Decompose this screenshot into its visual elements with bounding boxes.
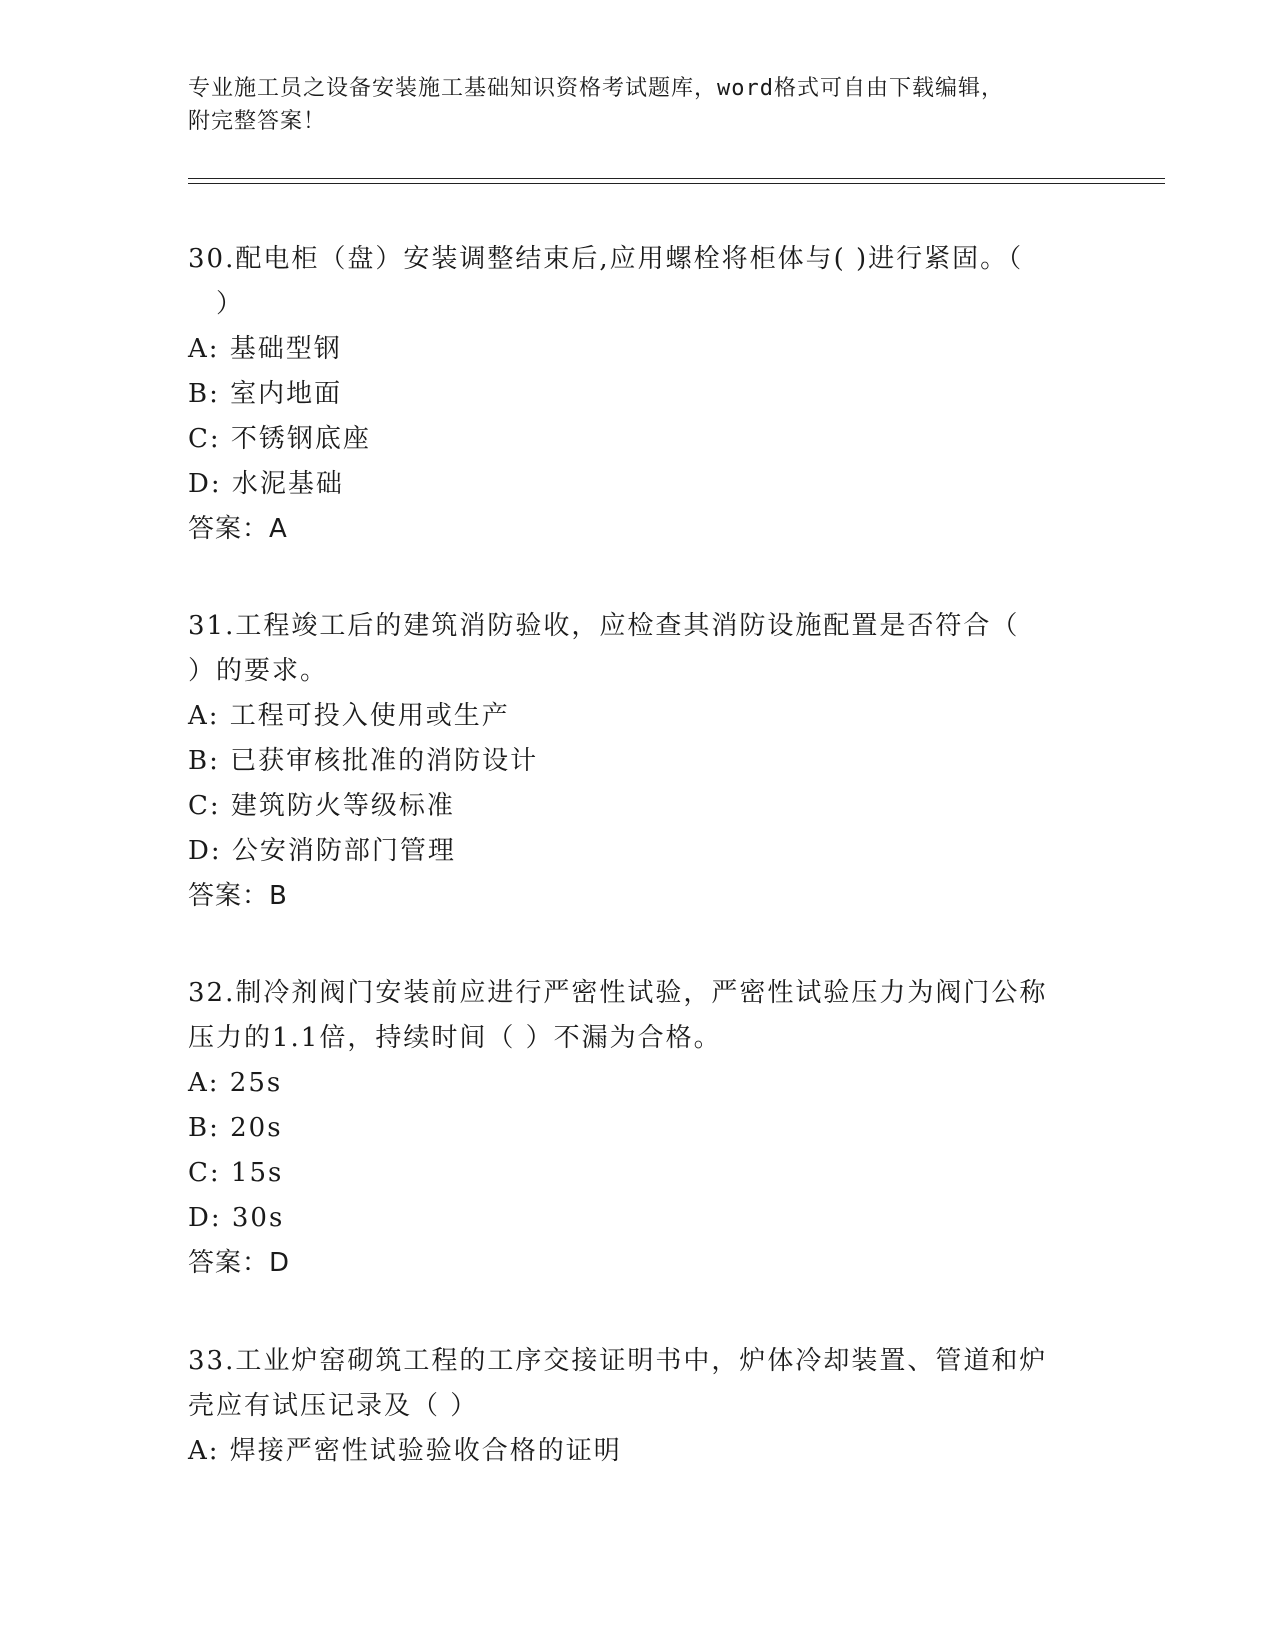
answer: 答案：D: [188, 1248, 291, 1278]
header-divider-bottom: [188, 183, 1165, 184]
question-text-continued: ）: [188, 289, 245, 319]
document-header: [188, 72, 1088, 138]
option-b: B: 已获审核批准的消防设计: [188, 746, 539, 776]
option-d: D: 公安消防部门管理: [188, 836, 456, 866]
answer: 答案：B: [188, 881, 288, 911]
question-text: 30.配电柜（盘）安装调整结束后,应用螺栓将柜体与( )进行紧固。（: [188, 244, 1024, 274]
option-d: D: 水泥基础: [188, 469, 344, 499]
question-text: 31.工程竣工后的建筑消防验收，应检查其消防设施配置是否符合（: [188, 611, 1020, 641]
header-line-2: 附完整答案！: [188, 109, 327, 134]
option-b: B: 20s: [188, 1113, 283, 1143]
option-c: C: 建筑防火等级标准: [188, 791, 455, 821]
option-a: A: 基础型钢: [188, 334, 342, 364]
option-b: B: 室内地面: [188, 379, 343, 409]
question-text: 33.工业炉窑砌筑工程的工序交接证明书中，炉体冷却装置、管道和炉: [188, 1346, 1048, 1376]
question-text-continued: ）的要求。: [188, 656, 329, 686]
question-31: [188, 604, 1088, 919]
question-33: [188, 1339, 1088, 1474]
header-line-1: 专业施工员之设备安装施工基础知识资格考试题库，word格式可自由下载编辑，: [188, 76, 1004, 101]
option-c: C: 不锈钢底座: [188, 424, 371, 454]
option-a: A: 工程可投入使用或生产: [188, 701, 510, 731]
question-text-continued: 壳应有试压记录及（ ）: [188, 1391, 479, 1421]
option-d: D: 30s: [188, 1203, 285, 1233]
option-a: A: 焊接严密性试验验收合格的证明: [188, 1436, 622, 1466]
question-text-continued: 压力的1.1倍，持续时间（ ）不漏为合格。: [188, 1023, 722, 1053]
header-divider-top: [188, 178, 1165, 179]
question-32: [188, 971, 1088, 1286]
question-text: 32.制冷剂阀门安装前应进行严密性试验，严密性试验压力为阀门公称: [188, 978, 1048, 1008]
answer: 答案：A: [188, 514, 288, 544]
question-30: [188, 237, 1088, 552]
option-c: C: 15s: [188, 1158, 284, 1188]
option-a: A: 25s: [188, 1068, 283, 1098]
